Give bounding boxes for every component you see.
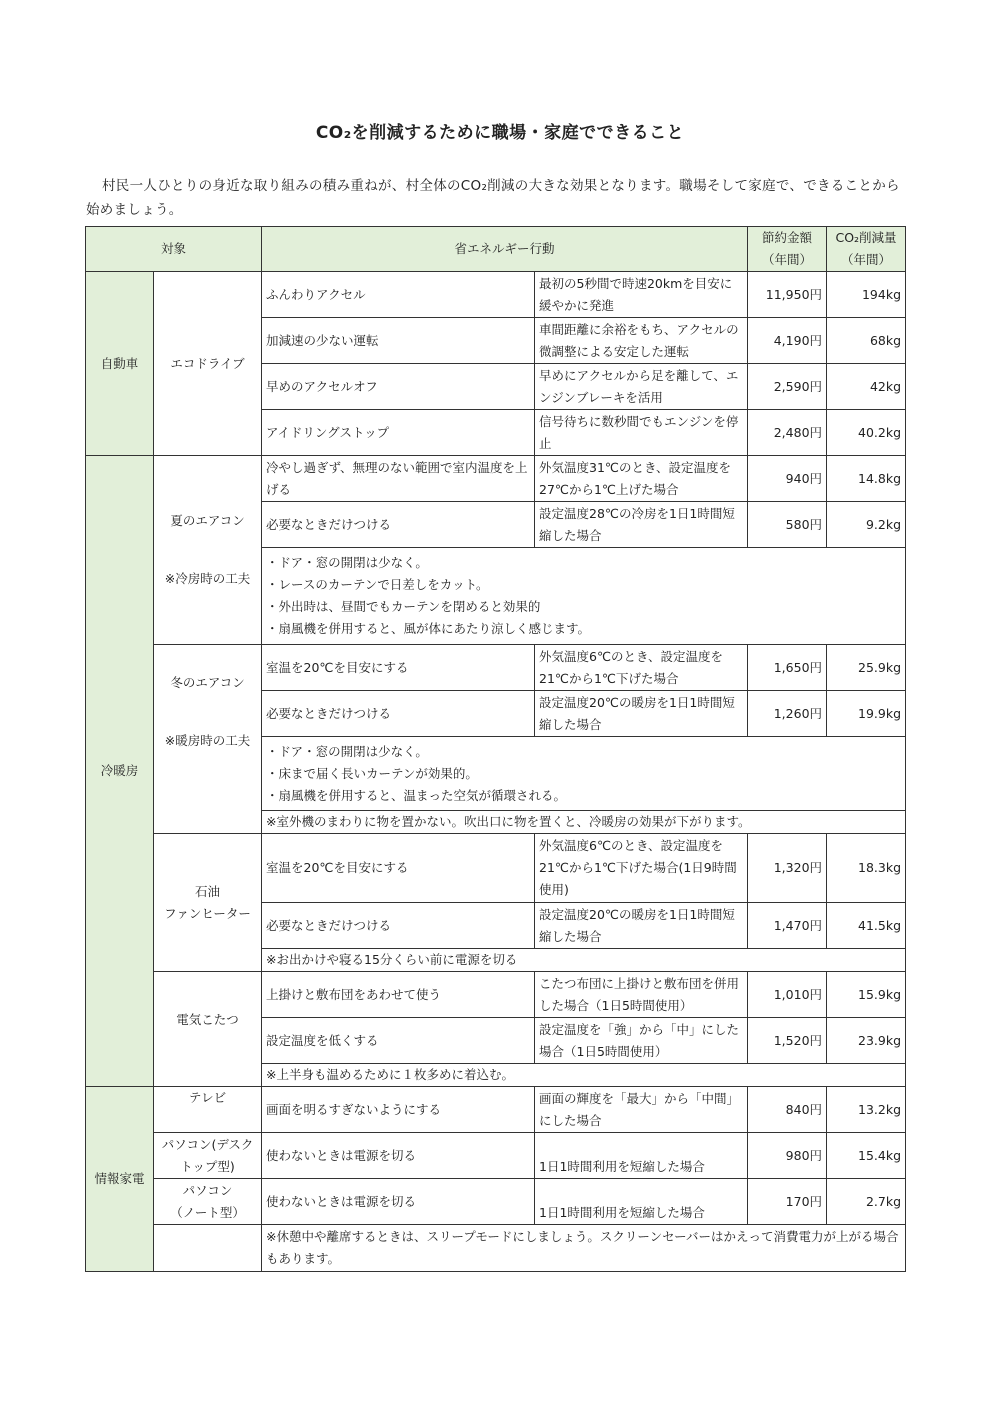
- table-row: [86, 272, 906, 318]
- table-header-row: [86, 227, 906, 272]
- action-cell: 室温を20℃を目安にする: [262, 834, 535, 903]
- detail-cell: 最初の5秒間で時速20kmを目安に緩やかに発進: [535, 272, 748, 318]
- saving-cell: 2,590円: [748, 364, 827, 410]
- action-cell: 必要なときだけつける: [262, 502, 535, 548]
- saving-cell: 170円: [748, 1179, 827, 1225]
- co2-cell: 18.3kg: [827, 834, 906, 903]
- detail-cell: 設定温度を「強」から「中」にした場合（1日5時間使用）: [535, 1018, 748, 1064]
- category-hvac: 冷暖房: [86, 456, 154, 1087]
- co2-cell: 15.4kg: [827, 1133, 906, 1179]
- sub-winter-aircon: 冬のエアコン ※暖房時の工夫: [154, 645, 262, 834]
- heater-footnote: ※お出かけや寝る15分くらい前に電源を切る: [262, 949, 906, 972]
- page-title: CO₂を削減するために職場・家庭でできること: [315, 123, 685, 143]
- action-cell: 早めのアクセルオフ: [262, 364, 535, 410]
- detail-cell: 信号待ちに数秒間でもエンジンを停止: [535, 410, 748, 456]
- sub-eco-drive: エコドライブ: [154, 272, 262, 456]
- saving-cell: 1,520円: [748, 1018, 827, 1064]
- co2-cell: 15.9kg: [827, 972, 906, 1018]
- saving-cell: 940円: [748, 456, 827, 502]
- action-cell: 必要なときだけつける: [262, 903, 535, 949]
- winter-tips: ・ドア・窓の開閉は少なく。 ・床まで届く長いカーテンが効果的。 ・扇風機を併用すると、温まった空気が循環される。: [262, 737, 906, 811]
- action-cell: 上掛けと敷布団をあわせて使う: [262, 972, 535, 1018]
- category-it-appliances: 情報家電: [86, 1087, 154, 1272]
- sub-electric-kotatsu: 電気こたつ: [154, 972, 262, 1087]
- saving-cell: 1,010円: [748, 972, 827, 1018]
- category-car: 自動車: [86, 272, 154, 456]
- header-co2: CO₂削減量 （年間）: [827, 227, 906, 272]
- saving-cell: 840円: [748, 1087, 827, 1133]
- saving-cell: 1,260円: [748, 691, 827, 737]
- detail-cell: 早めにアクセルから足を離して、エンジンブレーキを活用: [535, 364, 748, 410]
- sub-laptop-pc: パソコン （ノート型）: [154, 1179, 262, 1225]
- action-cell: ふんわりアクセル: [262, 272, 535, 318]
- co2-cell: 14.8kg: [827, 456, 906, 502]
- action-cell: 画面を明るすぎないようにする: [262, 1087, 535, 1133]
- action-cell: 冷やし過ぎず、無理のない範囲で室内温度を上げる: [262, 456, 535, 502]
- co2-cell: 40.2kg: [827, 410, 906, 456]
- energy-saving-table: [85, 226, 906, 1272]
- detail-cell: 設定温度28℃の冷房を1日1時間短縮した場合: [535, 502, 748, 548]
- action-cell: 設定温度を低くする: [262, 1018, 535, 1064]
- header-target: 対象: [86, 227, 262, 272]
- sub-tv: テレビ: [154, 1087, 262, 1133]
- saving-cell: 980円: [748, 1133, 827, 1179]
- table-row: [86, 1087, 906, 1133]
- saving-cell: 1,650円: [748, 645, 827, 691]
- co2-cell: 13.2kg: [827, 1087, 906, 1133]
- saving-cell: 1,470円: [748, 903, 827, 949]
- intro-paragraph: 村民一人ひとりの身近な取り組みの積み重ねが、村全体のCO₂削減の大きな効果となります。職場そして家庭で、できることから始めましょう。: [86, 178, 900, 218]
- sub-oil-fan-heater: 石油 ファンヒーター: [154, 834, 262, 972]
- empty-cell: [154, 1225, 262, 1272]
- co2-cell: 25.9kg: [827, 645, 906, 691]
- co2-cell: 42kg: [827, 364, 906, 410]
- sub-summer-aircon: 夏のエアコン ※冷房時の工夫: [154, 456, 262, 645]
- sub-desktop-pc: パソコン(デスクトップ型): [154, 1133, 262, 1179]
- detail-cell: 車間距離に余裕をもち、アクセルの微調整による安定した運転: [535, 318, 748, 364]
- detail-cell: 画面の輝度を「最大」から「中間」にした場合: [535, 1087, 748, 1133]
- kotatsu-footnote: ※上半身も温めるために１枚多めに着込む。: [262, 1064, 906, 1087]
- detail-cell: 1日1時間利用を短縮した場合: [535, 1133, 748, 1179]
- detail-cell: 1日1時間利用を短縮した場合: [535, 1179, 748, 1225]
- action-cell: 使わないときは電源を切る: [262, 1133, 535, 1179]
- table-row: [86, 456, 906, 502]
- co2-cell: 2.7kg: [827, 1179, 906, 1225]
- detail-cell: 外気温度6℃のとき、設定温度を21℃から1℃下げた場合: [535, 645, 748, 691]
- detail-cell: 外気温度31℃のとき、設定温度を27℃から1℃上げた場合: [535, 456, 748, 502]
- saving-cell: 1,320円: [748, 834, 827, 903]
- saving-cell: 4,190円: [748, 318, 827, 364]
- it-footnote: ※休憩中や離席するときは、スリープモードにしましょう。スクリーンセーバーはかえって消費電力が上がる場合もあります。: [262, 1225, 906, 1272]
- co2-cell: 194kg: [827, 272, 906, 318]
- table-row: [86, 972, 906, 1018]
- co2-cell: 9.2kg: [827, 502, 906, 548]
- action-cell: 使わないときは電源を切る: [262, 1179, 535, 1225]
- header-action: 省エネルギー行動: [262, 227, 748, 272]
- detail-cell: こたつ布団に上掛けと敷布団を併用した場合（1日5時間使用）: [535, 972, 748, 1018]
- action-cell: 加減速の少ない運転: [262, 318, 535, 364]
- action-cell: アイドリングストップ: [262, 410, 535, 456]
- table-row: [86, 1225, 906, 1272]
- header-saving: 節約金額 （年間）: [748, 227, 827, 272]
- saving-cell: 11,950円: [748, 272, 827, 318]
- action-cell: 必要なときだけつける: [262, 691, 535, 737]
- co2-cell: 23.9kg: [827, 1018, 906, 1064]
- table-row: [86, 645, 906, 691]
- detail-cell: 外気温度6℃のとき、設定温度を21℃から1℃下げた場合(1日9時間使用): [535, 834, 748, 903]
- co2-cell: 19.9kg: [827, 691, 906, 737]
- saving-cell: 580円: [748, 502, 827, 548]
- table-row: [86, 1179, 906, 1225]
- winter-footnote: ※室外機のまわりに物を置かない。吹出口に物を置くと、冷暖房の効果が下がります。: [262, 811, 906, 834]
- saving-cell: 2,480円: [748, 410, 827, 456]
- table-row: [86, 834, 906, 903]
- action-cell: 室温を20℃を目安にする: [262, 645, 535, 691]
- co2-cell: 41.5kg: [827, 903, 906, 949]
- table-row: [86, 1133, 906, 1179]
- detail-cell: 設定温度20℃の暖房を1日1時間短縮した場合: [535, 691, 748, 737]
- summer-tips: ・ドア・窓の開閉は少なく。 ・レースのカーテンで日差しをカット。 ・外出時は、昼間でもカーテンを閉めると効果的 ・扇風機を併用すると、風が体にあたり涼しく感じます。: [262, 548, 906, 645]
- detail-cell: 設定温度20℃の暖房を1日1時間短縮した場合: [535, 903, 748, 949]
- co2-cell: 68kg: [827, 318, 906, 364]
